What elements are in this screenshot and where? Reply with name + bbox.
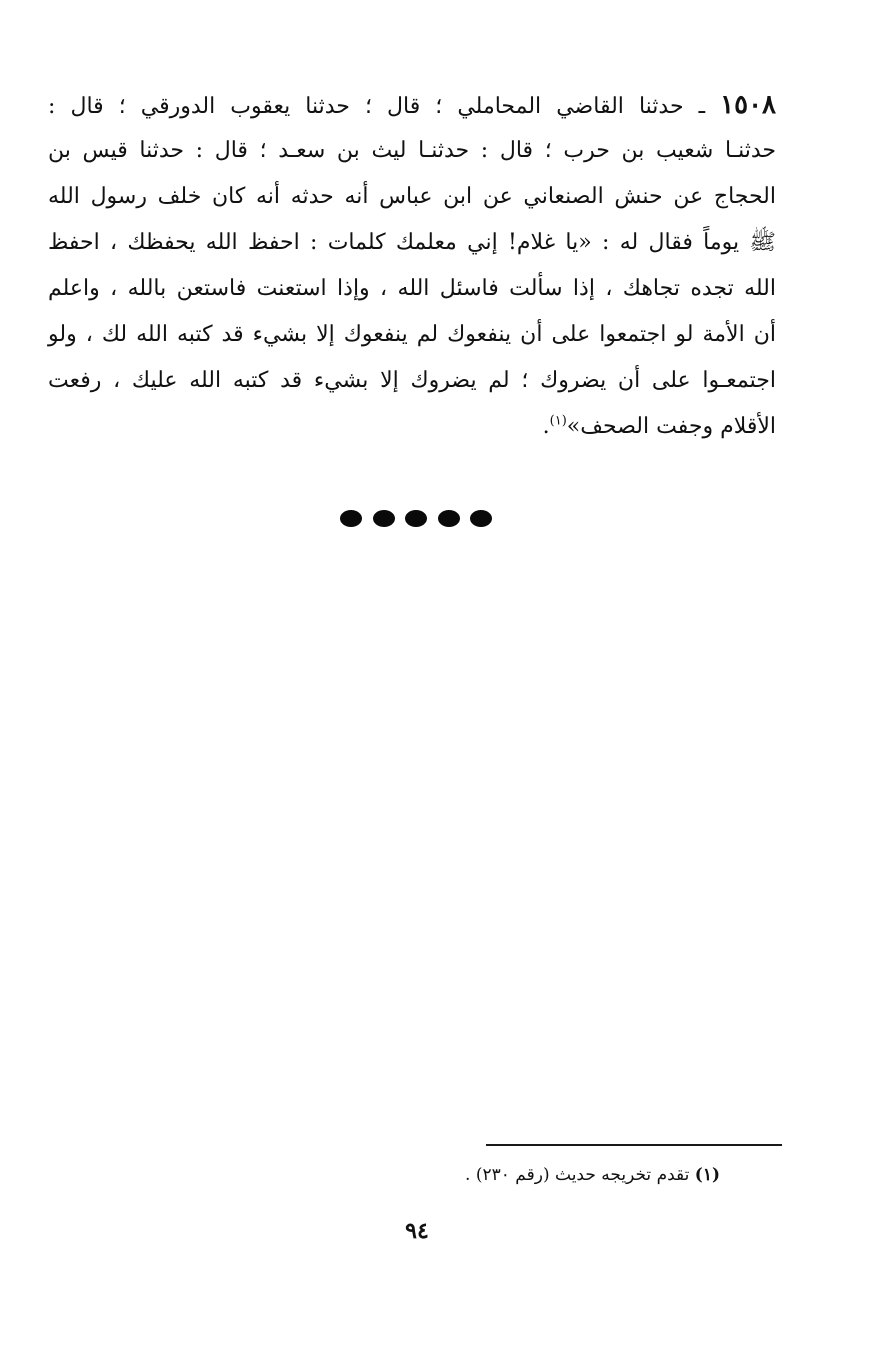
hadith-line-7: اجتمعـوا على أن يضروك ؛ لم يضروك إلا بشيء قد كتبه الله عليك ، رفعت: [48, 368, 776, 393]
divider-dot: [405, 510, 427, 527]
hadith-line-1: [48, 82, 776, 128]
hadith-line-8: [48, 404, 776, 450]
hadith-line-3: الحجاج عن حنش الصنعاني عن ابن عباس أنه حدثه أنه كان خلف رسول الله: [48, 184, 776, 209]
section-divider-dots: [340, 508, 492, 528]
footnote-separator: [486, 1144, 782, 1146]
hadith-end-punctuation: .: [542, 414, 550, 439]
footnote-marker: (١): [694, 1165, 720, 1185]
hadith-line-4: ﷺ يوماً فقال له : «يا غلام! إني معلمك كلمات : احفظ الله يحفظك ، احفظ: [48, 230, 776, 255]
divider-dot: [340, 510, 362, 527]
hadith-number: ١٥٠٨: [720, 90, 776, 120]
footnote-text: تقدم تخريجه حديث (رقم ٢٣٠) .: [465, 1165, 690, 1185]
divider-dot: [470, 510, 492, 527]
page-number: ٩٤: [405, 1218, 429, 1244]
hadith-dash: ـ: [698, 94, 706, 119]
hadith-line-8-text: الأقلام وجفت الصحف»: [566, 414, 776, 439]
hadith-line-1-text: حدثنا القاضي المحاملي ؛ قال ؛ حدثنا يعقوب الدورقي ؛ قال :: [48, 94, 684, 119]
footnote: [380, 1160, 720, 1190]
hadith-line-5: الله تجده تجاهك ، إذا سألت فاسئل الله ، وإذا استعنت فاستعن بالله ، واعلم: [48, 276, 776, 301]
footnote-reference: (١): [549, 413, 567, 429]
divider-dot: [373, 510, 395, 527]
hadith-line-6: أن الأمة لو اجتمعوا على أن ينفعوك لم ينفعوك إلا بشيء قد كتبه الله لك ، ولو: [48, 322, 776, 347]
divider-dot: [438, 510, 460, 527]
hadith-block: [48, 82, 776, 450]
hadith-line-2: حدثنـا شعيب بن حرب ؛ قال : حدثنـا ليث بن سعـد ؛ قال : حدثنا قيس بن: [48, 138, 776, 163]
